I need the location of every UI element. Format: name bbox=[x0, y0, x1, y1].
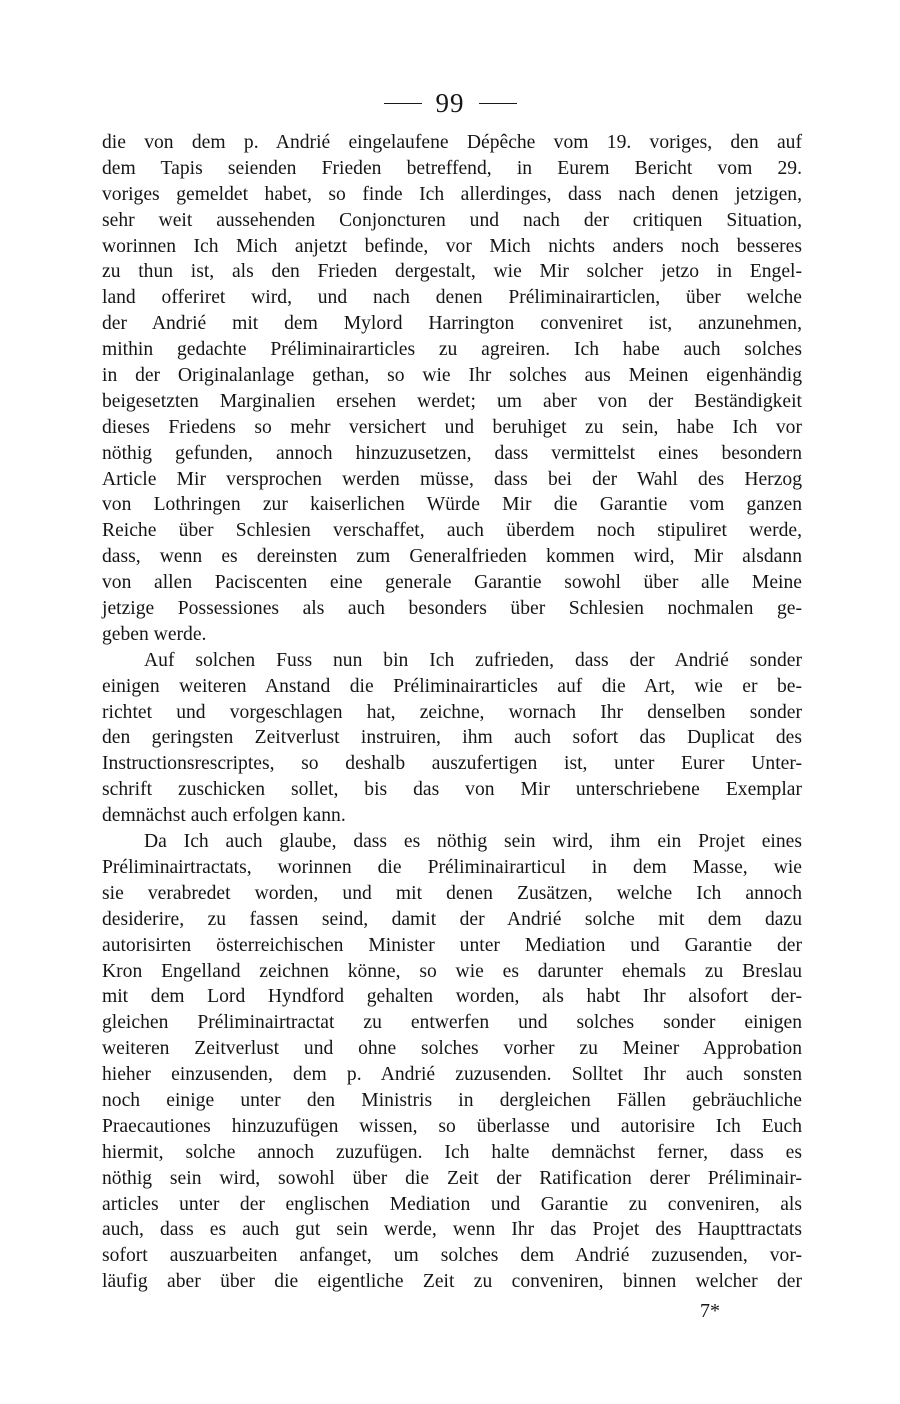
text-line: sie verabredet worden, und mit denen Zusätzen, welche Ich annoch bbox=[102, 882, 802, 904]
text-line: mit dem Lord Hyndford gehalten worden, als habt Ihr alsofort der- bbox=[102, 986, 802, 1008]
text-line: Instructionsrescriptes, so deshalb auszufertigen ist, unter Eurer Unter- bbox=[102, 753, 802, 775]
text-line: land offeriret wird, und nach denen Préliminairarticlen, über welche bbox=[102, 287, 802, 309]
text-line: Préliminairtractats, worinnen die Préliminairarticul in dem Masse, wie bbox=[102, 856, 802, 878]
text-line: hieher einzusenden, dem p. Andrié zuzusenden. Solltet Ihr auch sonsten bbox=[102, 1064, 802, 1086]
text-line: der Andrié mit dem Mylord Harrington conveniret ist, anzunehmen, bbox=[102, 313, 802, 335]
text-line: zu thun ist, als den Frieden dergestalt, wie Mir solcher jetzo in Engel- bbox=[102, 261, 802, 283]
page-header bbox=[0, 88, 900, 118]
header-rule-left bbox=[384, 103, 422, 104]
text-line: Reiche über Schlesien verschaffet, auch überdem noch stipuliret werde, bbox=[102, 520, 802, 542]
text-line: den geringsten Zeitverlust instruiren, ihm auch sofort das Duplicat des bbox=[102, 727, 802, 749]
text-line: von allen Paciscenten eine generale Garantie sowohl über alle Meine bbox=[102, 572, 802, 594]
text-line: autorisirten österreichischen Minister unter Mediation und Garantie der bbox=[102, 934, 802, 956]
paragraph-start-line: Auf solchen Fuss nun bin Ich zufrieden, dass der Andrié sonder bbox=[144, 649, 802, 671]
text-line: articles unter der englischen Mediation und Garantie zu conveniren, als bbox=[102, 1193, 802, 1215]
text-line: nöthig gefunden, annoch hinzuzusetzen, dass vermittelst eines besondern bbox=[102, 442, 802, 464]
paragraph-end-line: geben werde. bbox=[102, 623, 207, 645]
text-line: Article Mir versprochen werden müsse, dass bei der Wahl des Herzog bbox=[102, 468, 802, 490]
body-text bbox=[102, 130, 802, 1295]
signature-mark: 7* bbox=[700, 1300, 720, 1322]
text-line: in der Originalanlage gethan, so wie Ihr solches aus Meinen eigenhändig bbox=[102, 365, 802, 387]
text-line: noch einige unter den Ministris in dergleichen Fällen gebräuchliche bbox=[102, 1089, 802, 1111]
text-line: läufig aber über die eigentliche Zeit zu conveniren, binnen welcher der bbox=[102, 1271, 802, 1293]
text-line: dieses Friedens so mehr versichert und beruhiget zu sein, habe Ich vor bbox=[102, 416, 802, 438]
page-number: 99 bbox=[435, 87, 465, 118]
text-line: richtet und vorgeschlagen hat, zeichne, wornach Ihr denselben sonder bbox=[102, 701, 802, 723]
text-line: nöthig sein wird, sowohl über die Zeit der Ratification derer Préliminair- bbox=[102, 1167, 802, 1189]
text-line: desiderire, zu fassen seind, damit der Andrié solche mit dem dazu bbox=[102, 908, 802, 930]
text-line: dass, wenn es dereinsten zum Generalfrieden kommen wird, Mir alsdann bbox=[102, 546, 802, 568]
text-line: von Lothringen zur kaiserlichen Würde Mir die Garantie vom ganzen bbox=[102, 494, 802, 516]
paragraph-start-line: Da Ich auch glaube, dass es nöthig sein wird, ihm ein Projet eines bbox=[144, 831, 802, 853]
header-rule-right bbox=[479, 103, 517, 104]
text-line: Praecautiones hinzuzufügen wissen, so überlasse und autorisire Ich Euch bbox=[102, 1115, 802, 1137]
text-line: sofort auszuarbeiten anfanget, um solches dem Andrié zuzusenden, vor- bbox=[102, 1245, 802, 1267]
text-line: jetzige Possessiones als auch besonders über Schlesien nochmalen ge- bbox=[102, 598, 802, 620]
text-line: schrift zuschicken sollet, bis das von Mir unterschriebene Exemplar bbox=[102, 779, 802, 801]
paragraph-end-line: demnächst auch erfolgen kann. bbox=[102, 805, 346, 827]
text-line: Kron Engelland zeichnen könne, so wie es darunter ehemals zu Breslau bbox=[102, 960, 802, 982]
text-line: worinnen Ich Mich anjetzt befinde, vor Mich nichts anders noch besseres bbox=[102, 235, 802, 257]
text-line: beigesetzten Marginalien ersehen werdet; um aber von der Beständigkeit bbox=[102, 390, 802, 412]
text-line: sehr weit aussehenden Conjoncturen und nach der critiquen Situation, bbox=[102, 209, 802, 231]
text-line: die von dem p. Andrié eingelaufene Dépêche vom 19. voriges, den auf bbox=[102, 132, 802, 153]
text-line: weiteren Zeitverlust und ohne solches vorher zu Meiner Approbation bbox=[102, 1038, 802, 1060]
text-line: mithin gedachte Préliminairarticles zu agreiren. Ich habe auch solches bbox=[102, 339, 802, 361]
text-line: einigen weiteren Anstand die Préliminairarticles auf die Art, wie er be- bbox=[102, 675, 802, 697]
text-line: gleichen Préliminairtractat zu entwerfen und solches sonder einigen bbox=[102, 1012, 802, 1034]
text-line: voriges gemeldet habet, so finde Ich allerdinges, dass nach denen jetzigen, bbox=[102, 183, 802, 205]
text-line: auch, dass es auch gut sein werde, wenn Ihr das Projet des Haupttractats bbox=[102, 1219, 802, 1241]
text-line: hiermit, solche annoch zuzufügen. Ich halte demnächst ferner, dass es bbox=[102, 1141, 802, 1163]
text-line: dem Tapis seienden Frieden betreffend, in Eurem Bericht vom 29. bbox=[102, 157, 802, 179]
